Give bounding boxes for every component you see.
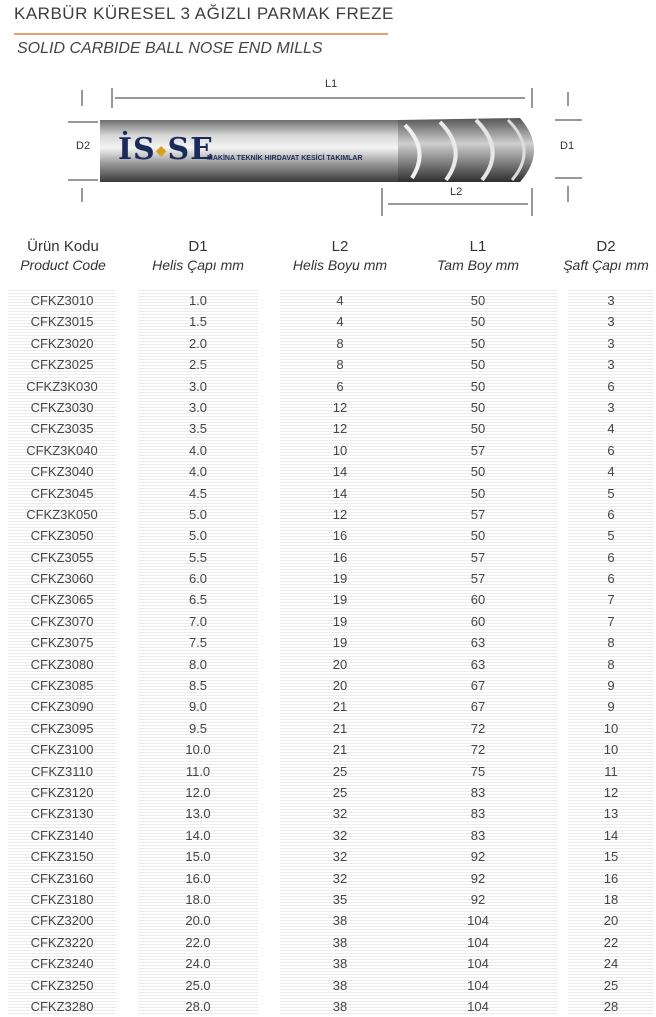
d1-value: 1.5 bbox=[188, 314, 208, 330]
l1-value: 57 bbox=[470, 571, 486, 587]
d1-value: 8.0 bbox=[188, 656, 208, 672]
table-row bbox=[0, 483, 656, 504]
table-row bbox=[0, 761, 656, 782]
l2-value: 32 bbox=[332, 806, 348, 822]
product-code: CFKZ3220 bbox=[30, 934, 94, 950]
product-code: CFKZ3150 bbox=[30, 849, 94, 865]
l2-value: 19 bbox=[332, 635, 348, 651]
d2-value: 6 bbox=[607, 571, 615, 587]
l2-label: L2 bbox=[450, 186, 463, 198]
l1-value: 50 bbox=[470, 357, 486, 373]
table-row bbox=[0, 354, 656, 375]
d1-value: 24.0 bbox=[185, 956, 211, 972]
l2-value: 12 bbox=[332, 506, 348, 522]
d1-value: 2.5 bbox=[188, 357, 208, 373]
d1-value: 3.5 bbox=[188, 421, 208, 437]
product-code: CFKZ3160 bbox=[30, 870, 94, 886]
d2-value: 6 bbox=[607, 442, 615, 458]
l1-value: 104 bbox=[467, 977, 489, 993]
product-table bbox=[0, 290, 656, 1017]
l1-value: 63 bbox=[470, 656, 486, 672]
l2-value: 38 bbox=[332, 977, 348, 993]
product-code: CFKZ3K030 bbox=[26, 378, 98, 394]
company-logo: İS◆SE bbox=[118, 132, 215, 167]
table-row bbox=[0, 461, 656, 482]
l2-value: 38 bbox=[332, 913, 348, 929]
product-code: CFKZ3200 bbox=[30, 913, 94, 929]
d2-value: 22 bbox=[603, 934, 619, 950]
l2-value: 8 bbox=[336, 335, 344, 351]
product-code: CFKZ3015 bbox=[30, 314, 94, 330]
d1-value: 4.5 bbox=[188, 485, 208, 501]
d2-value: 6 bbox=[607, 549, 615, 565]
l2-value: 6 bbox=[336, 378, 344, 394]
d1-value: 6.0 bbox=[188, 571, 208, 587]
title-english: SOLID CARBIDE BALL NOSE END MILLS bbox=[17, 40, 323, 57]
table-row bbox=[0, 547, 656, 568]
l2-value: 4 bbox=[336, 293, 344, 308]
d2-value: 4 bbox=[607, 464, 615, 480]
table-row bbox=[0, 718, 656, 739]
product-code: CFKZ3K050 bbox=[26, 506, 98, 522]
d2-value: 9 bbox=[607, 699, 615, 715]
l2-value: 21 bbox=[332, 742, 348, 758]
d1-value: 2.0 bbox=[188, 335, 208, 351]
product-code: CFKZ3110 bbox=[31, 763, 93, 779]
table-row bbox=[0, 803, 656, 824]
product-code: CFKZ3025 bbox=[30, 357, 94, 373]
d2-value: 8 bbox=[607, 656, 615, 672]
l2-value: 21 bbox=[332, 720, 348, 736]
d2-value: 4 bbox=[607, 421, 615, 437]
table-row bbox=[0, 568, 656, 589]
l1-value: 104 bbox=[467, 956, 489, 972]
d1-value: 6.5 bbox=[188, 592, 208, 608]
product-code: CFKZ3250 bbox=[30, 977, 94, 993]
d2-value: 16 bbox=[603, 870, 619, 886]
product-code: CFKZ3045 bbox=[30, 485, 94, 501]
d2-value: 9 bbox=[607, 678, 615, 694]
product-code: CFKZ3K040 bbox=[26, 442, 98, 458]
l2-value: 35 bbox=[332, 891, 348, 907]
l2-value: 20 bbox=[332, 678, 348, 694]
l2-value: 38 bbox=[332, 998, 348, 1014]
l1-value: 57 bbox=[470, 506, 486, 522]
l2-value: 20 bbox=[332, 656, 348, 672]
l2-value: 14 bbox=[332, 485, 348, 501]
d1-value: 5.5 bbox=[188, 549, 208, 565]
table-row bbox=[0, 696, 656, 717]
d2-value: 18 bbox=[603, 891, 619, 907]
d2-label: D2 bbox=[76, 140, 91, 152]
l1-value: 92 bbox=[470, 849, 486, 865]
table-row bbox=[0, 975, 656, 996]
table-row bbox=[0, 846, 656, 867]
table-row bbox=[0, 333, 656, 354]
header-product-code: Ürün Kodu Product Code bbox=[20, 238, 106, 273]
l2-value: 16 bbox=[332, 549, 348, 565]
d2-value: 25 bbox=[603, 977, 619, 993]
d2-value: 14 bbox=[603, 827, 619, 843]
product-code: CFKZ3180 bbox=[30, 891, 94, 907]
table-row bbox=[0, 996, 656, 1017]
d2-value: 7 bbox=[607, 592, 615, 608]
table-row bbox=[0, 654, 656, 675]
l1-value: 50 bbox=[470, 528, 486, 544]
header-l2: L2 Helis Boyu mm bbox=[292, 238, 388, 273]
d1-value: 13.0 bbox=[185, 806, 211, 822]
d2-value: 5 bbox=[607, 485, 615, 501]
d1-value: 16.0 bbox=[185, 870, 211, 886]
product-code: CFKZ3020 bbox=[30, 335, 94, 351]
d1-value: 5.0 bbox=[188, 528, 208, 544]
product-code: CFKZ3120 bbox=[30, 784, 94, 800]
d1-value: 20.0 bbox=[185, 913, 211, 929]
product-code: CFKZ3065 bbox=[30, 592, 94, 608]
product-code: CFKZ3280 bbox=[30, 998, 94, 1014]
l2-value: 14 bbox=[332, 464, 348, 480]
product-code: CFKZ3240 bbox=[30, 956, 94, 972]
l1-value: 92 bbox=[470, 870, 486, 886]
tool-drawing bbox=[0, 70, 656, 230]
d2-value: 7 bbox=[607, 613, 615, 629]
table-row bbox=[0, 868, 656, 889]
d2-value: 5 bbox=[607, 528, 615, 544]
product-code: CFKZ3055 bbox=[30, 549, 94, 565]
d1-value: 18.0 bbox=[185, 891, 211, 907]
l2-value: 16 bbox=[332, 528, 348, 544]
product-code: CFKZ3130 bbox=[30, 806, 94, 822]
table-row bbox=[0, 376, 656, 397]
d2-value: 3 bbox=[607, 399, 615, 415]
l1-value: 67 bbox=[470, 678, 486, 694]
d1-value: 10.0 bbox=[185, 742, 211, 758]
l2-value: 19 bbox=[332, 592, 348, 608]
product-code: CFKZ3085 bbox=[30, 678, 94, 694]
l1-value: 104 bbox=[467, 913, 489, 929]
d1-value: 12.0 bbox=[185, 784, 211, 800]
l1-value: 57 bbox=[470, 549, 486, 565]
header-l1: L1 Tam Boy mm bbox=[437, 238, 519, 273]
product-code: CFKZ3100 bbox=[30, 742, 94, 758]
l2-value: 21 bbox=[332, 699, 348, 715]
table-row bbox=[0, 290, 656, 311]
table-row bbox=[0, 675, 656, 696]
d1-value: 1.0 bbox=[188, 293, 208, 308]
product-code: CFKZ3090 bbox=[30, 699, 94, 715]
d1-value: 7.5 bbox=[188, 635, 208, 651]
table-row bbox=[0, 910, 656, 931]
product-code: CFKZ3060 bbox=[30, 571, 94, 587]
l2-value: 19 bbox=[332, 613, 348, 629]
product-code: CFKZ3040 bbox=[30, 464, 94, 480]
l1-value: 50 bbox=[470, 335, 486, 351]
product-code: CFKZ3080 bbox=[30, 656, 94, 672]
d1-label: D1 bbox=[560, 140, 575, 152]
table-row bbox=[0, 418, 656, 439]
d1-value: 14.0 bbox=[185, 827, 211, 843]
l1-value: 63 bbox=[470, 635, 486, 651]
l1-value: 67 bbox=[470, 699, 486, 715]
table-row bbox=[0, 739, 656, 760]
d1-value: 22.0 bbox=[185, 934, 211, 950]
d2-value: 13 bbox=[603, 806, 619, 822]
l1-value: 50 bbox=[470, 485, 486, 501]
d2-value: 3 bbox=[607, 357, 615, 373]
product-code: CFKZ3095 bbox=[30, 720, 94, 736]
d1-value: 9.0 bbox=[188, 699, 208, 715]
d2-value: 24 bbox=[603, 956, 619, 972]
product-code: CFKZ3030 bbox=[30, 399, 94, 415]
l1-value: 50 bbox=[470, 399, 486, 415]
l1-value: 83 bbox=[470, 827, 486, 843]
header-d1: D1 Helis Çapı mm bbox=[152, 238, 244, 273]
d1-value: 9.5 bbox=[188, 720, 208, 736]
l2-value: 25 bbox=[332, 763, 348, 779]
l1-value: 60 bbox=[470, 613, 486, 629]
d1-value: 25.0 bbox=[185, 977, 211, 993]
l1-value: 72 bbox=[470, 720, 486, 736]
product-code: CFKZ3010 bbox=[30, 293, 94, 308]
l2-value: 38 bbox=[332, 934, 348, 950]
d2-value: 20 bbox=[603, 913, 619, 929]
l2-value: 4 bbox=[336, 314, 344, 330]
product-code: CFKZ3035 bbox=[30, 421, 94, 437]
l1-label: L1 bbox=[325, 78, 338, 90]
l1-value: 57 bbox=[470, 442, 486, 458]
l1-value: 50 bbox=[470, 464, 486, 480]
d2-value: 8 bbox=[607, 635, 615, 651]
d1-value: 4.0 bbox=[188, 464, 208, 480]
l2-value: 10 bbox=[332, 442, 348, 458]
d2-value: 3 bbox=[607, 293, 615, 308]
d2-value: 15 bbox=[603, 849, 619, 865]
header-d2: D2 Şaft Çapı mm bbox=[563, 238, 649, 273]
table-row bbox=[0, 889, 656, 910]
product-code: CFKZ3140 bbox=[30, 827, 94, 843]
title-turkish: KARBÜR KÜRESEL 3 AĞIZLI PARMAK FREZE bbox=[14, 4, 394, 23]
l1-value: 50 bbox=[470, 314, 486, 330]
l1-value: 75 bbox=[470, 763, 486, 779]
table-row bbox=[0, 397, 656, 418]
table-row bbox=[0, 440, 656, 461]
table-row bbox=[0, 932, 656, 953]
l2-value: 8 bbox=[336, 357, 344, 373]
l1-value: 60 bbox=[470, 592, 486, 608]
d2-value: 3 bbox=[607, 314, 615, 330]
d2-value: 10 bbox=[603, 720, 619, 736]
l1-value: 83 bbox=[470, 784, 486, 800]
d1-value: 8.5 bbox=[188, 678, 208, 694]
d2-value: 11 bbox=[604, 763, 618, 779]
l1-value: 72 bbox=[470, 742, 486, 758]
table-row bbox=[0, 782, 656, 803]
l2-value: 25 bbox=[332, 784, 348, 800]
d1-value: 4.0 bbox=[188, 442, 208, 458]
table-row bbox=[0, 632, 656, 653]
l2-value: 32 bbox=[332, 870, 348, 886]
table-row bbox=[0, 589, 656, 610]
d1-value: 11.0 bbox=[185, 763, 211, 779]
d1-value: 7.0 bbox=[188, 613, 208, 629]
d2-value: 6 bbox=[607, 506, 615, 522]
title-underline bbox=[14, 33, 388, 35]
l1-value: 104 bbox=[467, 998, 489, 1014]
l1-value: 92 bbox=[470, 891, 486, 907]
table-row bbox=[0, 611, 656, 632]
table-row bbox=[0, 311, 656, 332]
d2-value: 6 bbox=[607, 378, 615, 394]
d1-value: 5.0 bbox=[188, 506, 208, 522]
l1-value: 83 bbox=[470, 806, 486, 822]
table-row bbox=[0, 825, 656, 846]
l2-value: 32 bbox=[332, 827, 348, 843]
l2-value: 32 bbox=[332, 849, 348, 865]
d2-value: 28 bbox=[603, 998, 619, 1014]
logo-subtitle: MAKİNA TEKNİK HIRDAVAT KESİCİ TAKIMLAR bbox=[207, 155, 363, 162]
l2-value: 12 bbox=[332, 421, 348, 437]
product-code: CFKZ3050 bbox=[30, 528, 94, 544]
d1-value: 15.0 bbox=[185, 849, 211, 865]
d2-value: 3 bbox=[607, 335, 615, 351]
l1-value: 50 bbox=[470, 421, 486, 437]
l1-value: 50 bbox=[470, 293, 486, 308]
product-code: CFKZ3075 bbox=[30, 635, 94, 651]
table-row bbox=[0, 504, 656, 525]
table-row bbox=[0, 953, 656, 974]
product-code: CFKZ3070 bbox=[30, 613, 94, 629]
l2-value: 12 bbox=[332, 399, 348, 415]
d1-value: 3.0 bbox=[188, 378, 208, 394]
d1-value: 3.0 bbox=[188, 399, 208, 415]
l2-value: 38 bbox=[332, 956, 348, 972]
l1-value: 104 bbox=[467, 934, 489, 950]
d1-value: 28.0 bbox=[185, 998, 211, 1014]
d2-value: 10 bbox=[603, 742, 619, 758]
l2-value: 19 bbox=[332, 571, 348, 587]
table-row bbox=[0, 525, 656, 546]
l1-value: 50 bbox=[470, 378, 486, 394]
d2-value: 12 bbox=[603, 784, 619, 800]
